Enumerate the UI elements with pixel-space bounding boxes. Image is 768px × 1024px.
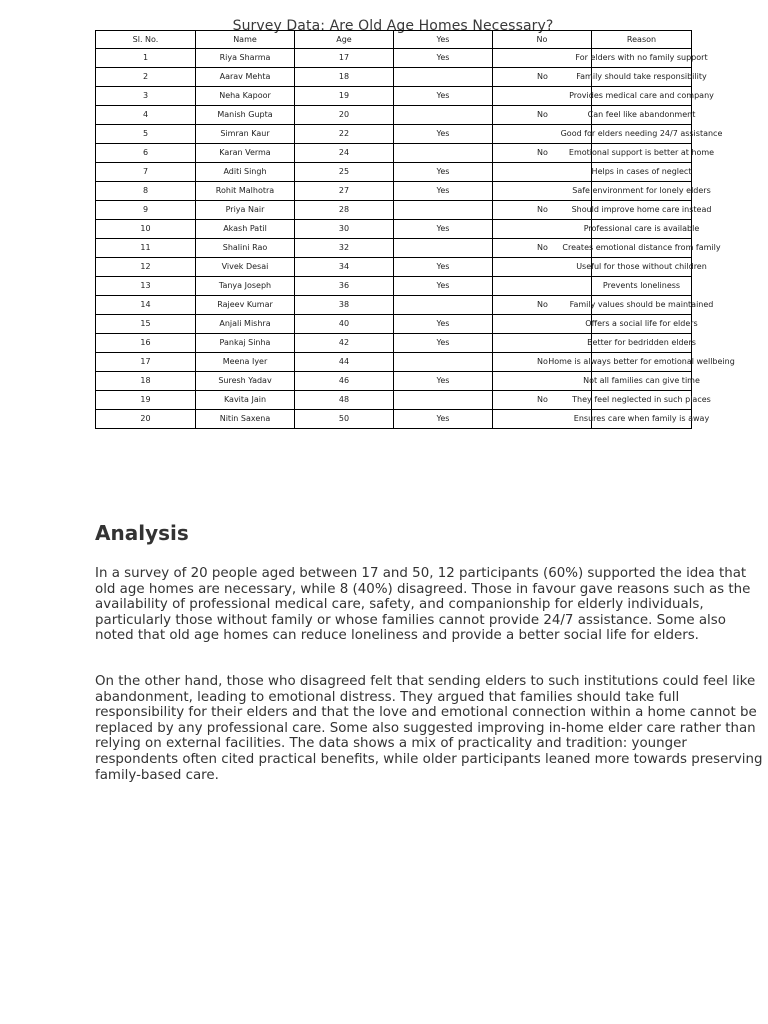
cell-name: Shalini Rao [196,239,295,258]
cell-no [493,220,592,239]
cell-reason [573,410,710,429]
cell-reason [587,334,696,353]
cell-no [493,334,592,353]
cell-reason-text: Good for elders needing 24/7 assistance [560,129,723,138]
table-row [96,239,692,258]
cell-reason-text: Family should take responsibility [576,72,707,81]
cell-name: Nitin Saxena [196,410,295,429]
table-row [96,163,692,182]
table-header-row [96,31,692,49]
table-body [96,49,735,429]
cell-no-text: No [537,395,548,404]
cell-reason [592,163,692,182]
cell-name: Meena Iyer [196,353,295,372]
cell-sl-no: 16 [96,334,196,353]
cell-no-text: No [537,357,548,366]
cell-sl-no: 8 [96,182,196,201]
cell-name: Suresh Yadav [196,372,295,391]
table-row [96,201,692,220]
cell-reason-text: Emotional support is better at home [568,148,715,157]
cell-sl-no: 6 [96,144,196,163]
cell-yes: Yes [394,49,493,68]
cell-sl-no: 14 [96,296,196,315]
cell-age: 46 [295,372,394,391]
cell-reason [583,220,700,239]
cell-age: 44 [295,353,394,372]
cell-age: 32 [295,239,394,258]
cell-age: 19 [295,87,394,106]
cell-reason-text: For elders with no family support [575,53,708,62]
cell-age: 40 [295,315,394,334]
cell-reason-text: They feel neglected in such places [572,395,711,404]
cell-reason-text: Professional care is available [583,224,700,233]
cell-sl-no: 20 [96,410,196,429]
cell-yes [394,353,493,372]
table-row [96,410,692,429]
cell-age: 42 [295,334,394,353]
table-row [96,258,692,277]
cell-yes [394,106,493,125]
table-row [96,49,692,68]
cell-yes: Yes [394,277,493,296]
analysis-paragraph-1: In a survey of 20 people aged between 17 and 50, 12 participants (60%) supported the idea that old age homes are necessary, while 8 (40%) disagreed. Those in favour gave reasons such as the availability of professional medical care, safety, and companionship for elderly individuals, particularly those without family or whose families cannot provide 24/7 assistance. Some also noted that old age homes can reduce loneliness and provide a better social life for elders. [95,566,751,644]
cell-sl-no: 18 [96,372,196,391]
cell-no-text: No [537,148,548,157]
cell-yes [394,68,493,87]
cell-age: 50 [295,410,394,429]
cell-reason-text: Offers a social life for elders [585,319,698,328]
cell-yes: Yes [394,220,493,239]
cell-reason [560,125,723,144]
cell-age: 24 [295,144,394,163]
header-name: Name [196,31,295,49]
cell-no [493,163,592,182]
cell-sl-no: 13 [96,277,196,296]
cell-yes: Yes [394,315,493,334]
cell-reason-text: Can feel like abandonment [587,110,696,119]
cell-reason [583,372,700,391]
cell-name: Manish Gupta [196,106,295,125]
cell-reason [568,144,715,163]
cell-age: 30 [295,220,394,239]
cell-reason-text: Ensures care when family is away [573,414,710,423]
cell-age: 18 [295,68,394,87]
cell-yes [394,201,493,220]
cell-no-text: No [537,300,548,309]
cell-reason [548,353,735,372]
cell-reason-text: Prevents loneliness [602,281,681,290]
analysis-heading: Analysis [95,521,189,545]
cell-reason-text: Safe environment for lonely elders [572,186,711,195]
cell-age: 22 [295,125,394,144]
table-row [96,391,692,410]
cell-no [493,372,592,391]
cell-yes: Yes [394,372,493,391]
cell-reason-text: Helps in cases of neglect [591,167,692,176]
cell-sl-no: 3 [96,87,196,106]
table-row [96,334,692,353]
cell-yes: Yes [394,87,493,106]
cell-yes: Yes [394,163,493,182]
cell-sl-no: 12 [96,258,196,277]
cell-age: 28 [295,201,394,220]
cell-sl-no: 7 [96,163,196,182]
cell-yes: Yes [394,258,493,277]
cell-reason [576,258,707,277]
header-age: Age [295,31,394,49]
cell-sl-no: 9 [96,201,196,220]
cell-reason [576,68,707,87]
cell-age: 17 [295,49,394,68]
cell-reason [585,315,698,334]
cell-reason-text: Creates emotional distance from family [562,243,721,252]
cell-name: Rajeev Kumar [196,296,295,315]
cell-reason [572,391,711,410]
cell-no [493,277,592,296]
cell-yes: Yes [394,410,493,429]
cell-name: Akash Patil [196,220,295,239]
cell-name: Karan Verma [196,144,295,163]
table-row [96,315,692,334]
cell-yes: Yes [394,182,493,201]
cell-reason [562,239,721,258]
cell-reason-text: Home is always better for emotional wellbeing [548,357,735,366]
cell-no-text: No [537,72,548,81]
cell-sl-no: 10 [96,220,196,239]
header-sl-no: Sl. No. [96,31,196,49]
cell-name: Aarav Mehta [196,68,295,87]
cell-reason-text: Should improve home care instead [571,205,712,214]
survey-table [95,30,735,429]
cell-reason [569,296,714,315]
cell-name: Neha Kapoor [196,87,295,106]
cell-reason-text: Better for bedridden elders [587,338,696,347]
cell-reason-text: Not all families can give time [583,376,700,385]
header-reason: Reason [592,31,692,49]
cell-sl-no: 17 [96,353,196,372]
cell-sl-no: 15 [96,315,196,334]
cell-no-text: No [537,205,548,214]
cell-reason-text: Family values should be maintained [569,300,714,309]
cell-sl-no: 5 [96,125,196,144]
cell-age: 20 [295,106,394,125]
cell-reason-text: Provides medical care and company [569,91,714,100]
table-row [96,220,692,239]
table-row [96,87,692,106]
cell-name: Simran Kaur [196,125,295,144]
cell-name: Tanya Joseph [196,277,295,296]
cell-yes [394,391,493,410]
cell-sl-no: 19 [96,391,196,410]
cell-name: Vivek Desai [196,258,295,277]
cell-sl-no: 11 [96,239,196,258]
cell-sl-no: 1 [96,49,196,68]
cell-yes [394,144,493,163]
table-row [96,144,692,163]
cell-age: 38 [295,296,394,315]
table-row [96,182,692,201]
cell-name: Kavita Jain [196,391,295,410]
cell-name: Priya Nair [196,201,295,220]
cell-reason [572,182,711,201]
cell-reason [592,277,692,296]
cell-age: 25 [295,163,394,182]
table-row [96,125,692,144]
header-yes: Yes [394,31,493,49]
cell-reason [575,49,708,68]
table-row [96,68,692,87]
cell-reason [569,87,714,106]
cell-no-text: No [537,243,548,252]
cell-name: Riya Sharma [196,49,295,68]
cell-sl-no: 2 [96,68,196,87]
table-row [96,106,692,125]
cell-reason [571,201,712,220]
header-no: No [493,31,592,49]
cell-no [493,315,592,334]
cell-no [493,106,592,125]
cell-name: Anjali Mishra [196,315,295,334]
table-row [96,353,692,372]
cell-yes: Yes [394,125,493,144]
cell-age: 34 [295,258,394,277]
cell-yes [394,296,493,315]
cell-reason [587,106,696,125]
cell-age: 48 [295,391,394,410]
cell-no-text: No [537,110,548,119]
cell-yes [394,239,493,258]
cell-name: Rohit Malhotra [196,182,295,201]
cell-name: Pankaj Sinha [196,334,295,353]
cell-yes: Yes [394,334,493,353]
cell-reason-text: Useful for those without children [576,262,707,271]
cell-age: 36 [295,277,394,296]
table-row [96,277,692,296]
table-row [96,372,692,391]
analysis-paragraph-2: On the other hand, those who disagreed felt that sending elders to such institutions could feel like abandonment, leading to emotional distress. They argued that families should take full responsibility for their elders and that the love and emotional connection within a home cannot be replaced by any professional care. Some also suggested improving in-home elder care rather than relying on external facilities. The data shows a mix of practicality and tradition: younger respondents often cited practical benefits, while older participants leaned more towards preserving family-based care. [95,674,763,783]
cell-sl-no: 4 [96,106,196,125]
table-row [96,296,692,315]
table-title: Survey Data: Are Old Age Homes Necessary? [232,18,554,34]
cell-age: 27 [295,182,394,201]
cell-name: Aditi Singh [196,163,295,182]
